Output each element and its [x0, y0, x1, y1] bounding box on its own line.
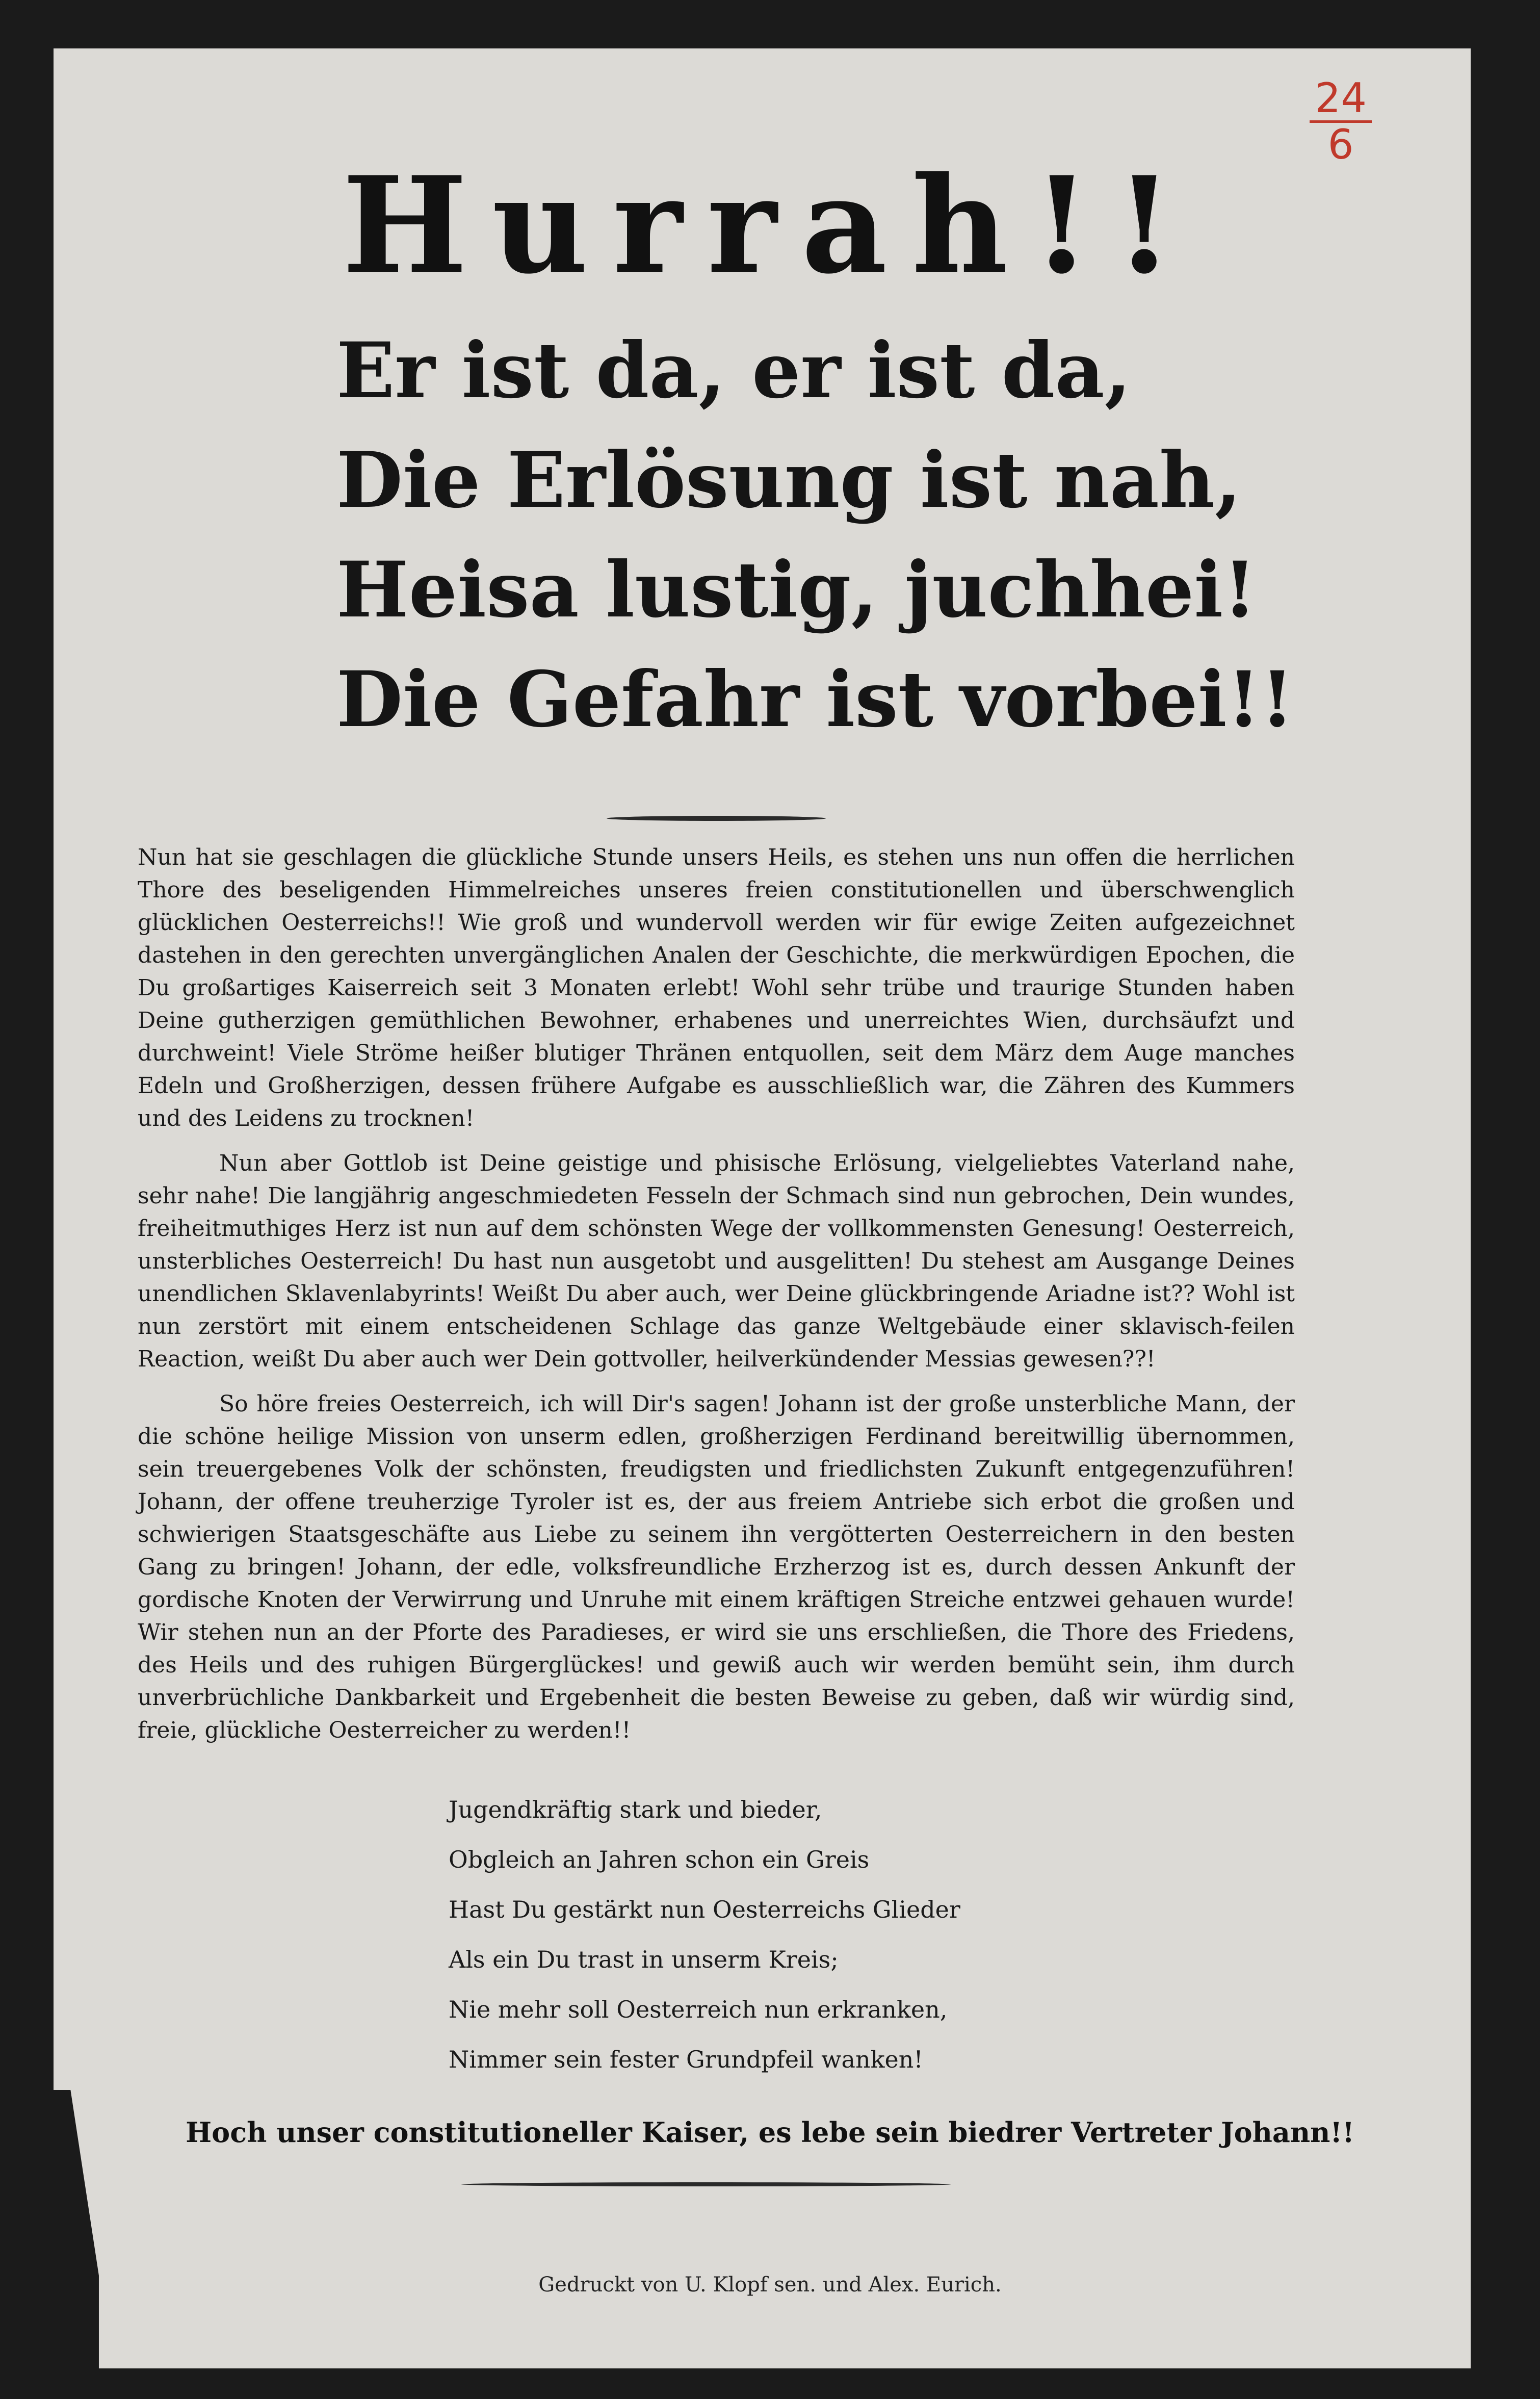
subtitle-block [336, 316, 1294, 755]
body-text [138, 841, 1295, 1759]
poem-line: Obgleich an Jahren schon ein Greis [449, 1846, 870, 1873]
poem-line: Nimmer sein fester Grundpfeil wanken! [449, 2046, 923, 2073]
poem-line: Als ein Du trast in unserm Kreis; [449, 1946, 839, 1973]
printer-imprint: Gedruckt von U. Klopf sen. und Alex. Eurich. [538, 2273, 1002, 2297]
subtitle-line: Die Erlösung ist nah, [336, 435, 1242, 525]
paragraph: Nun aber Gottlob ist Deine geistige und phisische Erlösung, vielgeliebtes Vaterland nahe, sehr nahe! Die langjährig angeschmiedeten Fesseln der Schmach sind nun gebrochen, Dein wundes, freiheitmuthiges Herz ist nun auf dem schönsten Wege der vollkommensten Genesung! Oesterreich, unsterbliches Oesterreich! Du hast nun ausgetobt und ausgelitten! Du stehest am Ausgange Deines unendlichen Sklavenlabyrints! Weißt Du aber auch, wer Deine glückbringende Ariadne ist?? Wohl ist nun zerstört mit einem entscheidenen Schlage das ganze Weltgebäude einer sklavisch-feilen Reaction, weißt Du aber auch wer Dein gottvoller, heilverkündender Messias gewesen??! [138, 1150, 1295, 1372]
archive-mark-top: 24 [1310, 76, 1372, 123]
ornamental-rule-bottom [461, 2182, 951, 2186]
closing-line: Hoch unser constitutioneller Kaiser, es lebe sein biedrer Vertreter Johann!! [186, 2116, 1354, 2149]
poem [449, 1785, 1111, 2084]
subtitle-line: Er ist da, er ist da, [336, 326, 1131, 416]
paragraph: So höre freies Oesterreich, ich will Dir's sagen! Johann ist der große unsterbliche Mann, der die schöne heilige Mission von unserm edlen, großherzigen Ferdinand bereitwillig übernommen, sein treuergebenes Volk der schönsten, freudigsten und friedlichsten Zukunft entgegenzuführen! Johann, der offene treuherzige Tyroler ist es, der aus freiem Antriebe sich erbot die großen und schwierigen Staatsgeschäfte aus Liebe zu seinem ihn vergötterten Oesterreichern in den besten Gang zu bringen! Johann, der edle, volksfreundliche Erzherzog ist es, durch dessen Ankunft der gordische Knoten der Verwirrung und Unruhe mit einem kräftigen Streiche entzwei gehauen wurde! Wir stehen nun an der Pforte des Paradieses, er wird sie uns erschließen, die Thore des Friedens, des Heils und des ruhigen Bürgerglückes! und gewiß auch wir werden bemüht sein, ihm durch unverbrüchliche Dankbarkeit und Ergebenheit die besten Beweise zu geben, daß wir würdig sind, freie, glückliche Oesterreicher zu werden!! [138, 1391, 1295, 1743]
poem-line: Jugendkräftig stark und bieder, [449, 1796, 822, 1823]
poster-title: Hurrah!! [342, 148, 1198, 303]
ornamental-rule [607, 816, 826, 821]
poem-line: Nie mehr soll Oesterreich nun erkranken, [449, 1996, 948, 2023]
subtitle-line: Die Gefahr ist vorbei!! [336, 655, 1294, 744]
poem-line: Hast Du gestärkt nun Oesterreichs Glieder [449, 1896, 960, 1923]
paragraph: Nun hat sie geschlagen die glückliche Stunde unsers Heils, es stehen uns nun offen die herrlichen Thore des beseligenden Himmelreiches unseres freien constitutionellen und überschwenglich glücklichen Oesterreichs!! Wie groß und wundervoll werden wir für ewige Zeiten aufgezeichnet dastehen in den gerechten unvergänglichen Analen der Geschichte, die merkwürdigen Epochen, die Du großartiges Kaiserreich seit 3 Monaten erlebt! Wohl sehr trübe und traurige Stunden haben Deine gutherzigen gemüthlichen Bewohner, erhabenes und unerreichtes Wien, durchsäufzt und durchweint! Viele Ströme heißer blutiger Thränen entquollen, seit dem März dem Auge manches Edeln und Großherzigen, dessen frühere Aufgabe es ausschließlich war, die Zähren des Kummers und des Leidens zu trocknen! [138, 844, 1295, 1131]
subtitle-line: Heisa lustig, juchhei! [336, 545, 1257, 635]
archive-mark-bottom: 6 [1327, 121, 1354, 168]
